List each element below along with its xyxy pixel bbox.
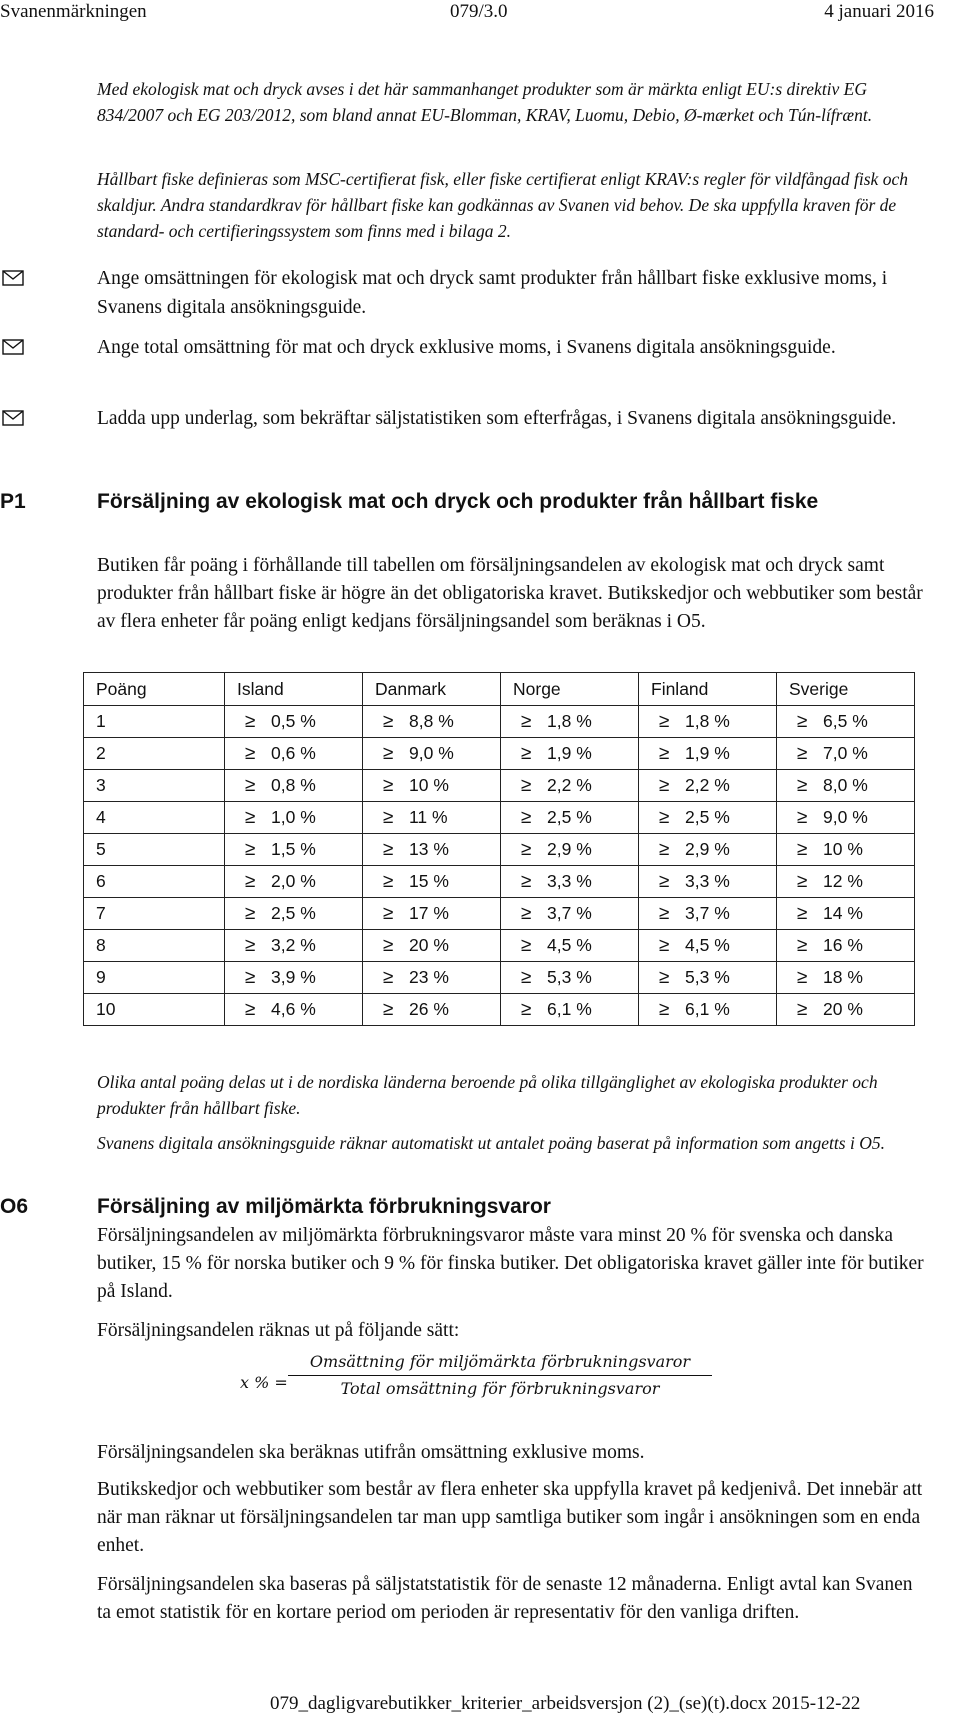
threshold-value: 2,2 %: [685, 774, 730, 795]
threshold-value: 3,7 %: [685, 902, 730, 923]
threshold-value: 2,0 %: [271, 870, 316, 891]
formula-fraction: [286, 1349, 714, 1402]
greater-equal-symbol: ≥: [797, 870, 808, 892]
threshold-cell: [501, 770, 639, 802]
threshold-cell: [777, 930, 915, 962]
threshold-cell: [225, 738, 363, 770]
threshold-cell: [639, 898, 777, 930]
threshold-value: 4,5 %: [685, 934, 730, 955]
header-doc-name: Svanenmärkningen: [0, 1, 147, 22]
greater-equal-symbol: ≥: [659, 838, 670, 860]
threshold-cell: [777, 738, 915, 770]
greater-equal-symbol: ≥: [797, 774, 808, 796]
threshold-cell: [363, 706, 501, 738]
greater-equal-symbol: ≥: [383, 934, 394, 956]
threshold-value: 3,7 %: [547, 902, 592, 923]
threshold-cell: [501, 802, 639, 834]
threshold-cell: [363, 994, 501, 1026]
table-row: [84, 962, 915, 994]
threshold-cell: [639, 738, 777, 770]
threshold-cell: [777, 994, 915, 1026]
threshold-value: 8,0 %: [823, 774, 868, 795]
threshold-value: 26 %: [409, 998, 449, 1019]
threshold-value: 5,3 %: [547, 966, 592, 987]
threshold-cell: [501, 738, 639, 770]
threshold-cell: [639, 994, 777, 1026]
threshold-cell: [363, 738, 501, 770]
threshold-cell: [777, 802, 915, 834]
threshold-cell: [501, 706, 639, 738]
threshold-value: 5,3 %: [685, 966, 730, 987]
table-row: [84, 930, 915, 962]
points-cell: 6: [84, 866, 225, 898]
threshold-value: 7,0 %: [823, 742, 868, 763]
envelope-icon: [2, 270, 24, 286]
greater-equal-symbol: ≥: [797, 902, 808, 924]
threshold-cell: [363, 866, 501, 898]
greater-equal-symbol: ≥: [245, 934, 256, 956]
greater-equal-symbol: ≥: [521, 774, 532, 796]
threshold-value: 8,8 %: [409, 710, 454, 731]
greater-equal-symbol: ≥: [659, 870, 670, 892]
threshold-cell: [363, 898, 501, 930]
threshold-cell: [777, 866, 915, 898]
page-header: [0, 0, 960, 26]
threshold-cell: [501, 930, 639, 962]
column-header: Poäng: [84, 673, 225, 706]
threshold-cell: [363, 834, 501, 866]
formula-lhs: x % =: [240, 1373, 288, 1392]
greater-equal-symbol: ≥: [797, 934, 808, 956]
threshold-value: 10 %: [823, 838, 863, 859]
threshold-cell: [639, 962, 777, 994]
header-version: 079/3.0: [450, 1, 508, 22]
greater-equal-symbol: ≥: [383, 710, 394, 732]
threshold-cell: [777, 834, 915, 866]
points-cell: 1: [84, 706, 225, 738]
threshold-value: 9,0 %: [823, 806, 868, 827]
greater-equal-symbol: ≥: [245, 806, 256, 828]
table-body: [84, 706, 915, 1026]
formula-numerator: Omsättning för miljömärkta förbrukningsvaror: [309, 1352, 691, 1371]
threshold-value: 1,9 %: [547, 742, 592, 763]
greater-equal-symbol: ≥: [383, 998, 394, 1020]
greater-equal-symbol: ≥: [521, 870, 532, 892]
bullet-text: Ladda upp underlag, som bekräftar säljstatistiken som efterfrågas, i Svanens digitala ansökningsguide.: [97, 408, 897, 429]
formula-intro: Försäljningsandelen räknas ut på följande sätt:: [97, 1320, 460, 1341]
threshold-value: 0,8 %: [271, 774, 316, 795]
table-row: [84, 994, 915, 1026]
threshold-value: 10 %: [409, 774, 449, 795]
column-header: Norge: [501, 673, 639, 706]
greater-equal-symbol: ≥: [383, 966, 394, 988]
greater-equal-symbol: ≥: [797, 710, 808, 732]
fishing-definition-note: Hållbart fiske definieras som MSC-certifierat fisk, eller fiske certifierat enligt KRAV:s regler för vildfångad fisk och skaldjur. Andra standardkrav för hållbart fiske kan godkännas av Svanen vid behov. De ska uppfylla kraven för de standard- och certifieringssystem som finns med i bilaga 2.: [97, 169, 908, 241]
threshold-cell: [777, 770, 915, 802]
points-cell: 10: [84, 994, 225, 1026]
threshold-value: 2,2 %: [547, 774, 592, 795]
table-row: [84, 738, 915, 770]
greater-equal-symbol: ≥: [659, 998, 670, 1020]
greater-equal-symbol: ≥: [659, 742, 670, 764]
formula-denominator: Total omsättning för förbrukningsvaror: [340, 1379, 660, 1398]
threshold-cell: [639, 706, 777, 738]
threshold-value: 6,5 %: [823, 710, 868, 731]
table-row: [84, 898, 915, 930]
greater-equal-symbol: ≥: [383, 902, 394, 924]
table-row: [84, 834, 915, 866]
column-header: Island: [225, 673, 363, 706]
table-row: [84, 770, 915, 802]
greater-equal-symbol: ≥: [245, 838, 256, 860]
threshold-cell: [225, 898, 363, 930]
threshold-cell: [225, 866, 363, 898]
greater-equal-symbol: ≥: [659, 934, 670, 956]
threshold-cell: [225, 930, 363, 962]
greater-equal-symbol: ≥: [797, 966, 808, 988]
threshold-value: 2,9 %: [685, 838, 730, 859]
column-header: Danmark: [363, 673, 501, 706]
threshold-value: 13 %: [409, 838, 449, 859]
greater-equal-symbol: ≥: [797, 742, 808, 764]
points-cell: 7: [84, 898, 225, 930]
threshold-cell: [363, 962, 501, 994]
threshold-cell: [639, 930, 777, 962]
threshold-value: 11 %: [409, 806, 448, 827]
greater-equal-symbol: ≥: [659, 774, 670, 796]
section-body-o6: Försäljningsandelen av miljömärkta förbrukningsvaror måste vara minst 20 % för svenska och danska butiker, 15 % för norska butiker och 9 % för finska butiker. Det obligatoriska kravet gäller inte för butiker på Island.: [97, 1225, 924, 1302]
greater-equal-symbol: ≥: [383, 774, 394, 796]
table-row: [84, 706, 915, 738]
threshold-value: 20 %: [409, 934, 449, 955]
threshold-cell: [501, 898, 639, 930]
points-cell: 8: [84, 930, 225, 962]
threshold-value: 0,5 %: [271, 710, 316, 731]
threshold-cell: [639, 802, 777, 834]
greater-equal-symbol: ≥: [383, 838, 394, 860]
threshold-value: 1,0 %: [271, 806, 316, 827]
threshold-value: 1,8 %: [547, 710, 592, 731]
points-cell: 3: [84, 770, 225, 802]
threshold-cell: [225, 834, 363, 866]
greater-equal-symbol: ≥: [521, 806, 532, 828]
section-title-o6: Försäljning av miljömärkta förbrukningsvaror: [97, 1195, 551, 1218]
greater-equal-symbol: ≥: [659, 902, 670, 924]
greater-equal-symbol: ≥: [245, 710, 256, 732]
greater-equal-symbol: ≥: [383, 806, 394, 828]
greater-equal-symbol: ≥: [521, 710, 532, 732]
threshold-cell: [363, 770, 501, 802]
greater-equal-symbol: ≥: [659, 710, 670, 732]
greater-equal-symbol: ≥: [521, 966, 532, 988]
points-cell: 4: [84, 802, 225, 834]
threshold-value: 3,3 %: [685, 870, 730, 891]
threshold-value: 15 %: [409, 870, 449, 891]
greater-equal-symbol: ≥: [245, 998, 256, 1020]
page-footer: 079_dagligvarebutikker_kriterier_arbeidsversjon (2)_(se)(t).docx 2015-12-22: [270, 1693, 861, 1714]
table-row: [84, 866, 915, 898]
envelope-icon: [2, 410, 24, 426]
threshold-cell: [225, 770, 363, 802]
greater-equal-symbol: ≥: [521, 742, 532, 764]
threshold-value: 23 %: [409, 966, 449, 987]
threshold-value: 1,5 %: [271, 838, 316, 859]
threshold-cell: [225, 994, 363, 1026]
table-header-row: [84, 673, 915, 706]
greater-equal-symbol: ≥: [245, 902, 256, 924]
column-header: Finland: [639, 673, 777, 706]
threshold-value: 2,5 %: [271, 902, 316, 923]
threshold-value: 4,6 %: [271, 998, 316, 1019]
threshold-value: 14 %: [823, 902, 863, 923]
points-cell: 2: [84, 738, 225, 770]
greater-equal-symbol: ≥: [383, 742, 394, 764]
threshold-cell: [225, 802, 363, 834]
greater-equal-symbol: ≥: [245, 742, 256, 764]
greater-equal-symbol: ≥: [797, 838, 808, 860]
threshold-value: 0,6 %: [271, 742, 316, 763]
bullet-text: Ange total omsättning för mat och dryck exklusive moms, i Svanens digitala ansökningsguide.: [97, 337, 836, 358]
threshold-value: 2,5 %: [685, 806, 730, 827]
header-date: 4 januari 2016: [824, 1, 934, 22]
threshold-value: 1,8 %: [685, 710, 730, 731]
greater-equal-symbol: ≥: [245, 774, 256, 796]
greater-equal-symbol: ≥: [521, 998, 532, 1020]
threshold-cell: [777, 706, 915, 738]
threshold-cell: [777, 898, 915, 930]
section-title-p1: Försäljning av ekologisk mat och dryck och produkter från hållbart fiske: [97, 490, 819, 513]
threshold-value: 6,1 %: [547, 998, 592, 1019]
threshold-value: 3,9 %: [271, 966, 316, 987]
threshold-value: 18 %: [823, 966, 863, 987]
threshold-value: 6,1 %: [685, 998, 730, 1019]
greater-equal-symbol: ≥: [521, 934, 532, 956]
points-table: [83, 672, 915, 1026]
threshold-cell: [363, 802, 501, 834]
threshold-cell: [225, 962, 363, 994]
greater-equal-symbol: ≥: [521, 838, 532, 860]
threshold-value: 2,9 %: [547, 838, 592, 859]
o6-paragraph: Butikskedjor och webbutiker som består av flera enheter ska uppfylla kravet på kedjenivå. Det innebär att när man räknar ut försäljningsandelen tar man upp samtliga butiker som ingår i ansökningen som en enda enhet.: [97, 1479, 923, 1556]
section-body-p1: Butiken får poäng i förhållande till tabellen om försäljningsandelen av ekologisk mat och dryck samt produkter från hållbart fiske är högre än det obligatoriska kravet. Butikskedjor och webbutiker som består av flera enheter får poäng enligt kedjans försäljningsandel som beräknas i O5.: [97, 555, 923, 632]
greater-equal-symbol: ≥: [659, 966, 670, 988]
greater-equal-symbol: ≥: [245, 966, 256, 988]
threshold-cell: [501, 834, 639, 866]
threshold-value: 9,0 %: [409, 742, 454, 763]
column-header: Sverige: [777, 673, 915, 706]
o6-paragraph: Försäljningsandelen ska beräknas utifrån omsättning exklusive moms.: [97, 1442, 645, 1463]
threshold-cell: [501, 994, 639, 1026]
greater-equal-symbol: ≥: [797, 998, 808, 1020]
threshold-value: 12 %: [823, 870, 863, 891]
threshold-value: 4,5 %: [547, 934, 592, 955]
threshold-cell: [501, 962, 639, 994]
section-code-o6: O6: [0, 1195, 29, 1218]
threshold-cell: [777, 962, 915, 994]
auto-calc-note: Svanens digitala ansökningsguide räknar automatiskt ut antalet poäng baserat på information som angetts i O5.: [97, 1133, 885, 1153]
greater-equal-symbol: ≥: [245, 870, 256, 892]
envelope-icon: [2, 339, 24, 355]
organic-definition-note: Med ekologisk mat och dryck avses i det här sammanhanget produkter som är märkta enligt EU:s direktiv EG 834/2007 och EG 203/2012, som bland annat EU-Blomman, KRAV, Luomu, Debio, Ø-mærket och Tún-lífrænt.: [97, 79, 873, 125]
points-cell: 9: [84, 962, 225, 994]
threshold-value: 1,9 %: [685, 742, 730, 763]
threshold-value: 3,3 %: [547, 870, 592, 891]
bullet-text: Ange omsättningen för ekologisk mat och dryck samt produkter från hållbart fiske exklusive moms, i Svanens digitala ansökningsguide.: [97, 268, 888, 318]
threshold-value: 17 %: [409, 902, 449, 923]
points-cell: 5: [84, 834, 225, 866]
threshold-value: 20 %: [823, 998, 863, 1019]
threshold-value: 16 %: [823, 934, 863, 955]
threshold-cell: [501, 866, 639, 898]
section-code-p1: P1: [0, 490, 26, 513]
threshold-cell: [225, 706, 363, 738]
greater-equal-symbol: ≥: [383, 870, 394, 892]
threshold-cell: [363, 930, 501, 962]
countries-note: Olika antal poäng delas ut i de nordiska länderna beroende på olika tillgänglighet av ekologiska produkter och produkter från hållbart fiske.: [97, 1072, 878, 1118]
threshold-cell: [639, 770, 777, 802]
threshold-value: 3,2 %: [271, 934, 316, 955]
greater-equal-symbol: ≥: [797, 806, 808, 828]
table-row: [84, 802, 915, 834]
o6-paragraph: Försäljningsandelen ska baseras på säljstatstatistik för de senaste 12 månaderna. Enligt avtal kan Svanen ta emot statistik för en kortare period om perioden är representativ för den vanliga driften.: [97, 1574, 913, 1623]
threshold-cell: [639, 866, 777, 898]
threshold-cell: [639, 834, 777, 866]
greater-equal-symbol: ≥: [659, 806, 670, 828]
greater-equal-symbol: ≥: [521, 902, 532, 924]
threshold-value: 2,5 %: [547, 806, 592, 827]
